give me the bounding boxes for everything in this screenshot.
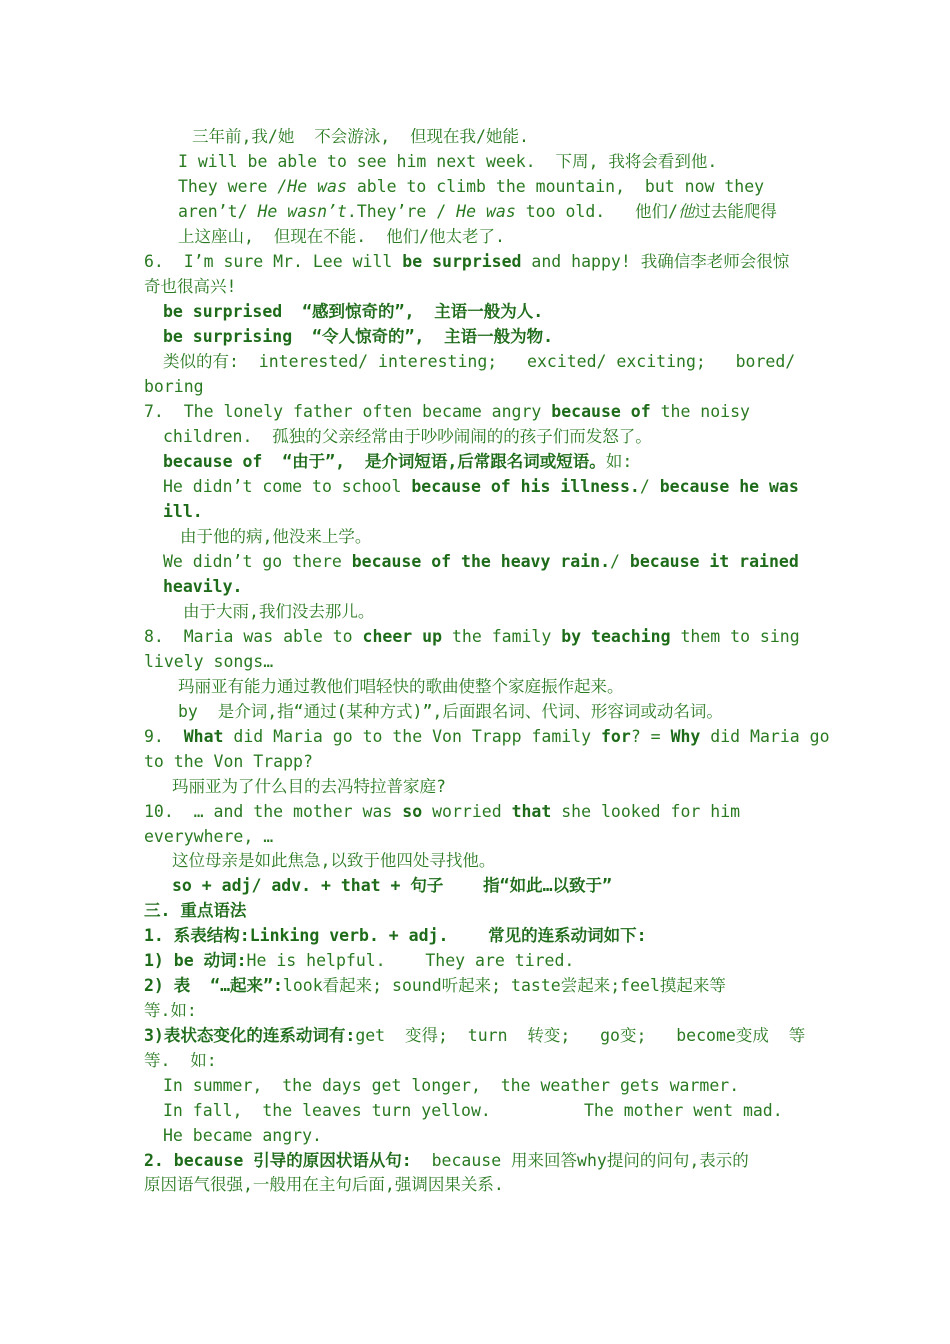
text: boring: [144, 377, 204, 396]
text: 6. I’m sure Mr. Lee will: [144, 252, 403, 271]
text: she looked for him: [551, 802, 741, 821]
item-10-translation: [172, 849, 495, 873]
text: look看起来; sound听起来; taste尝起来;feel摸起来等: [282, 976, 726, 995]
text: 由于他的病,他没来上学。: [180, 527, 372, 546]
example-fall: [163, 1099, 491, 1123]
text: everywhere, …: [144, 827, 274, 846]
text: by 是介词,指“通过(某种方式)”,后面跟名词、代词、形容词或动名词。: [178, 702, 723, 721]
item-10-cont: [144, 825, 273, 849]
note-by: [178, 700, 723, 724]
text: them to sing: [670, 627, 800, 646]
text: He didn’t come to school: [163, 477, 412, 496]
text: 过去能爬得: [694, 202, 777, 221]
text: the family: [442, 627, 562, 646]
item-8-cont: [144, 650, 273, 674]
item-8: [144, 625, 800, 649]
text: children. 孤独的父亲经常由于吵吵闹闹的的孩子们而发怒了。: [163, 427, 652, 446]
line-example-climb-cont: [178, 200, 777, 224]
keyword: because it rained: [629, 552, 799, 571]
example-rain-translation: [183, 600, 374, 624]
grammar-point-2-cont: [144, 1173, 504, 1197]
item-9-translation: [172, 775, 446, 799]
keyword: Why: [670, 727, 701, 746]
text: 9.: [144, 727, 184, 746]
keyword: be surprised: [402, 252, 522, 271]
text: 玛丽亚有能力通过教他们唱轻快的歌曲使整个家庭振作起来。: [178, 677, 624, 696]
keyword: 3)表状态变化的连系动词有:: [144, 1026, 356, 1045]
example-summer: [163, 1074, 739, 1098]
text: 玛丽亚为了什么目的去冯特拉普家庭?: [172, 777, 446, 796]
text: get 变得; turn 转变; go变; become变成 等: [355, 1026, 806, 1045]
note-similar: [163, 350, 795, 374]
text: so + adj/ adv. + that + 句子 指“如此…以致于”: [172, 876, 612, 895]
grammar-1-change-cont: [144, 1049, 217, 1073]
text: too old. 他们/: [515, 202, 678, 221]
text: lively songs…: [144, 652, 274, 671]
keyword: by teaching: [561, 627, 671, 646]
line-example-chinese: [192, 125, 529, 149]
text: 三年前,我/她 不会游泳, 但现在我/她能.: [192, 127, 529, 146]
line-example-will: [178, 150, 717, 174]
text: The mother went mad.: [584, 1101, 783, 1120]
text: aren’t/: [178, 202, 258, 221]
text: ? =: [630, 727, 671, 746]
keyword: so: [402, 802, 423, 821]
example-illness-cont: [163, 500, 203, 524]
text: 上这座山, 但现在不能. 他们/他太老了.: [178, 227, 505, 246]
text: 1. 系表结构:Linking verb. + adj. 常见的连系动词如下:: [144, 926, 647, 945]
line-example-climb: [178, 175, 764, 199]
text: 原因语气很强,一般用在主句后面,强调因果关系.: [144, 1175, 504, 1194]
text: .They’re /: [346, 202, 457, 221]
grammar-1-change: [144, 1024, 805, 1048]
text: I will be able to see him next week. 下周, 我将会看到他.: [178, 152, 718, 171]
text: They were: [178, 177, 278, 196]
text: He is helpful. They are tired.: [246, 951, 575, 970]
item-6: [144, 250, 789, 274]
text: 这位母亲是如此焦急,以致于他四处寻找他。: [172, 851, 496, 870]
keyword: cheer up: [362, 627, 443, 646]
item-10: [144, 800, 740, 824]
keyword: because he was: [659, 477, 799, 496]
section-heading-grammar: [144, 899, 246, 923]
keyword: What: [183, 727, 224, 746]
grammar-1-sense-cont: [144, 999, 197, 1023]
text: be surprised “感到惊奇的”, 主语一般为人.: [163, 302, 544, 321]
text: did Maria go: [700, 727, 830, 746]
text: able to climb the mountain, but now they: [346, 177, 765, 196]
text-italic: He was: [456, 202, 516, 221]
text: 三. 重点语法: [144, 901, 247, 920]
note-because-of: [163, 450, 632, 474]
note-so-that: [172, 874, 612, 898]
text: 10. … and the mother was: [144, 802, 403, 821]
text: be surprising “令人惊奇的”, 主语一般为物.: [163, 327, 554, 346]
text: because 用来回答why提问的问句,表示的: [411, 1151, 749, 1170]
line-translation: [178, 225, 505, 249]
example-illness-translation: [180, 525, 371, 549]
grammar-point-2: [144, 1149, 749, 1173]
text: 等. 如:: [144, 1051, 217, 1070]
text-italic: 他: [677, 202, 695, 221]
item-7: [144, 400, 750, 424]
text: heavily.: [163, 577, 243, 596]
keyword: because of: [551, 402, 651, 421]
item-9: [144, 725, 830, 749]
note-surprising: [163, 325, 553, 349]
example-mad: [584, 1099, 783, 1123]
text: In summer, the days get longer, the weather gets warmer.: [163, 1076, 740, 1095]
text: In fall, the leaves turn yellow.: [163, 1101, 491, 1120]
note-similar-cont: [144, 375, 204, 399]
text: the noisy: [650, 402, 750, 421]
text: 等.如:: [144, 1001, 197, 1020]
text: 类似的有: interested/ interesting; excited/ exciting; bored/: [163, 352, 796, 371]
text: 如:: [605, 452, 633, 471]
keyword: because of “由于”, 是介词短语,后常跟名词或短语。: [163, 452, 606, 471]
item-6-cont: [144, 275, 236, 299]
keyword: 1) be 动词:: [144, 951, 247, 970]
text: 8. Maria was able to: [144, 627, 363, 646]
keyword: 2. because 引导的原因状语从句:: [144, 1151, 412, 1170]
keyword: for: [601, 727, 631, 746]
text: ill.: [163, 502, 203, 521]
text: He became angry.: [163, 1126, 322, 1145]
keyword: that: [511, 802, 552, 821]
text-italic: He wasn’t: [257, 202, 347, 221]
text: /: [639, 477, 660, 496]
text-italic: /He was: [277, 177, 347, 196]
text: and happy! 我确信李老师会很惊: [521, 252, 790, 271]
text: to the Von Trapp?: [144, 752, 313, 771]
keyword: because of his illness.: [411, 477, 640, 496]
example-rain: [163, 550, 799, 574]
item-8-translation: [178, 675, 624, 699]
text: did Maria go to the Von Trapp family: [223, 727, 601, 746]
text: 由于大雨,我们没去那儿。: [183, 602, 375, 621]
text: We didn’t go there: [163, 552, 352, 571]
keyword: because of the heavy rain.: [351, 552, 611, 571]
grammar-1-be: [144, 949, 574, 973]
text: 7. The lonely father often became angry: [144, 402, 552, 421]
note-surprised: [163, 300, 543, 324]
item-9-cont: [144, 750, 313, 774]
grammar-1-sense: [144, 974, 726, 998]
grammar-point-1: [144, 924, 647, 948]
example-angry: [163, 1124, 322, 1148]
text: 奇也很高兴!: [144, 277, 237, 296]
text: /: [610, 552, 630, 571]
keyword: 2) 表 “…起来”:: [144, 976, 283, 995]
example-rain-cont: [163, 575, 242, 599]
item-7-cont: [163, 425, 652, 449]
example-illness: [163, 475, 799, 499]
text: worried: [422, 802, 512, 821]
